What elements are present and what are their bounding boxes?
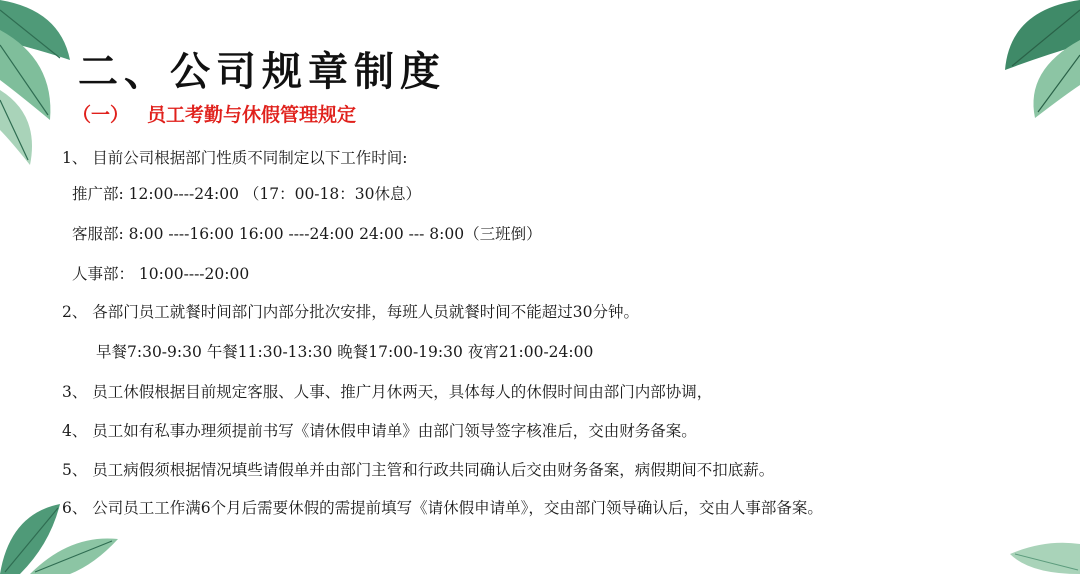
section-title: 员工考勤与休假管理规定	[147, 104, 357, 126]
rule-item-1: 1、 目前公司根据部门性质不同制定以下工作时间:	[62, 149, 408, 167]
page-title: 二、公司规章制度	[78, 49, 446, 95]
rule-item-5: 5、 员工病假须根据情况填些请假单并由部门主管和行政共同确认后交由财务备案，病假期间不扣底薪。	[62, 461, 775, 479]
rule-item-3: 3、 员工休假根据目前规定客服、人事、推广月休两天，具体每人的休假时间由部门内部协调，	[62, 383, 713, 401]
schedule-customer-service: 客服部: 8:00 ----16:00 16:00 ----24:00 24:00 --- 8:00（三班倒）	[72, 225, 542, 243]
schedule-promotion: 推广部: 12:00----24:00 （17：00-18：30休息）	[72, 185, 421, 203]
section-number: （一）	[72, 104, 130, 126]
leaf-decoration-icon	[990, 534, 1080, 574]
leaf-decoration-icon	[0, 0, 90, 170]
rule-item-6: 6、 公司员工工作满6个月后需要休假的需提前填写《请休假申请单》，交由部门领导确认后，交由人事部备案。	[62, 499, 823, 517]
rule-item-4: 4、 员工如有私事办理须提前书写《请休假申请单》由部门领导签字核准后，交由财务备案。	[62, 422, 697, 440]
meal-times: 早餐7:30-9:30 午餐11:30-13:30 晚餐17:00-19:30 夜宵21:00-24:00	[96, 343, 594, 361]
schedule-hr: 人事部： 10:00----20:00	[72, 265, 250, 283]
leaf-decoration-icon	[990, 0, 1080, 120]
rule-item-2: 2、 各部门员工就餐时间部门内部分批次安排，每班人员就餐时间不能超过30分钟。	[62, 303, 640, 321]
section-heading	[72, 100, 356, 127]
